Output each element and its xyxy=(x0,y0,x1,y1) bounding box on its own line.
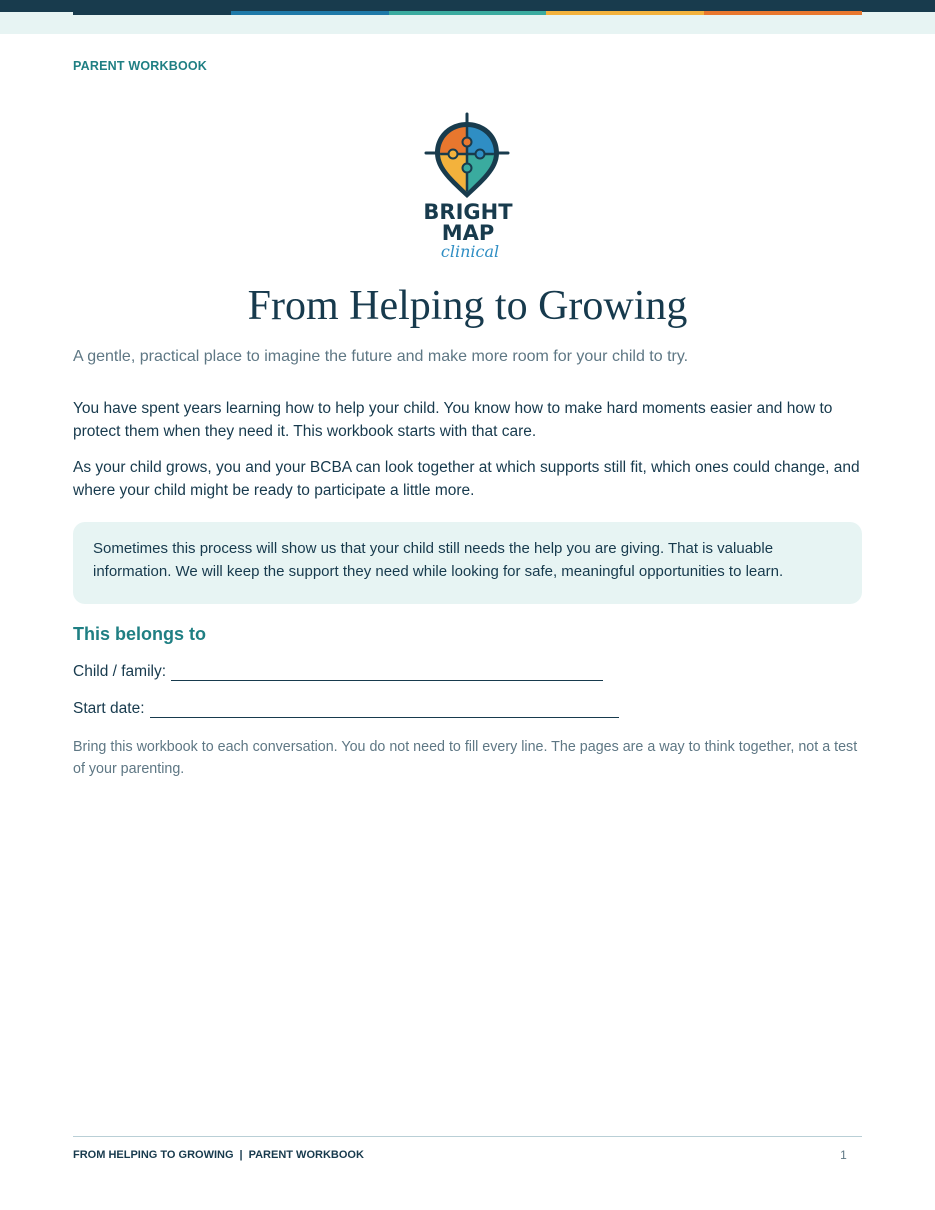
footer-subtitle: PARENT WORKBOOK xyxy=(248,1149,364,1161)
page-number: 1 xyxy=(840,1148,847,1162)
logo-line2: MAP xyxy=(441,221,495,245)
footer-label xyxy=(73,1149,364,1161)
stripe-teal xyxy=(389,11,547,15)
header-eyebrow: PARENT WORKBOOK xyxy=(73,59,208,73)
footer-title: FROM HELPING TO GROWING xyxy=(73,1149,234,1161)
start-date-field[interactable] xyxy=(73,700,619,718)
usage-note: Bring this workbook to each conversation. You do not need to fill every line. The pages are a way to think together, not a test of your parenting. xyxy=(73,739,858,777)
footer-separator: | xyxy=(239,1149,243,1161)
callout-box: Sometimes this process will show us that your child still needs the help you are giving. That is valuable information. We will keep the support they need while looking for safe, meaningful opportunities to learn. xyxy=(73,522,862,604)
start-date-input-line[interactable] xyxy=(150,703,619,718)
bright-map-logo xyxy=(418,112,518,264)
color-stripes xyxy=(73,11,862,15)
footer-divider xyxy=(73,1136,862,1137)
child-family-label: Child / family: xyxy=(73,663,167,680)
stripe-orange xyxy=(704,11,862,15)
stripe-yellow xyxy=(546,11,704,15)
stripe-navy xyxy=(73,11,231,15)
intro-paragraph-1: You have spent years learning how to help your child. You know how to make hard moments easier and how to protect them when they need it. This workbook starts with that care. xyxy=(73,400,833,440)
logo-line1: BRIGHT xyxy=(423,200,513,224)
child-family-input-line[interactable] xyxy=(171,666,603,681)
top-band xyxy=(0,12,935,34)
logo-line3: clinical xyxy=(440,242,500,261)
stripe-blue xyxy=(231,11,389,15)
puzzle-map-pin-icon xyxy=(418,112,518,264)
start-date-label: Start date: xyxy=(73,700,145,717)
page-title: From Helping to Growing xyxy=(247,283,688,329)
belongs-heading: This belongs to xyxy=(73,624,206,644)
child-family-field[interactable] xyxy=(73,663,603,681)
page-subtitle: A gentle, practical place to imagine the future and make more room for your child to try. xyxy=(73,348,689,365)
intro-paragraph-2: As your child grows, you and your BCBA can look together at which supports still fit, which ones could change, and where your child might be ready to participate a little more. xyxy=(73,459,860,499)
